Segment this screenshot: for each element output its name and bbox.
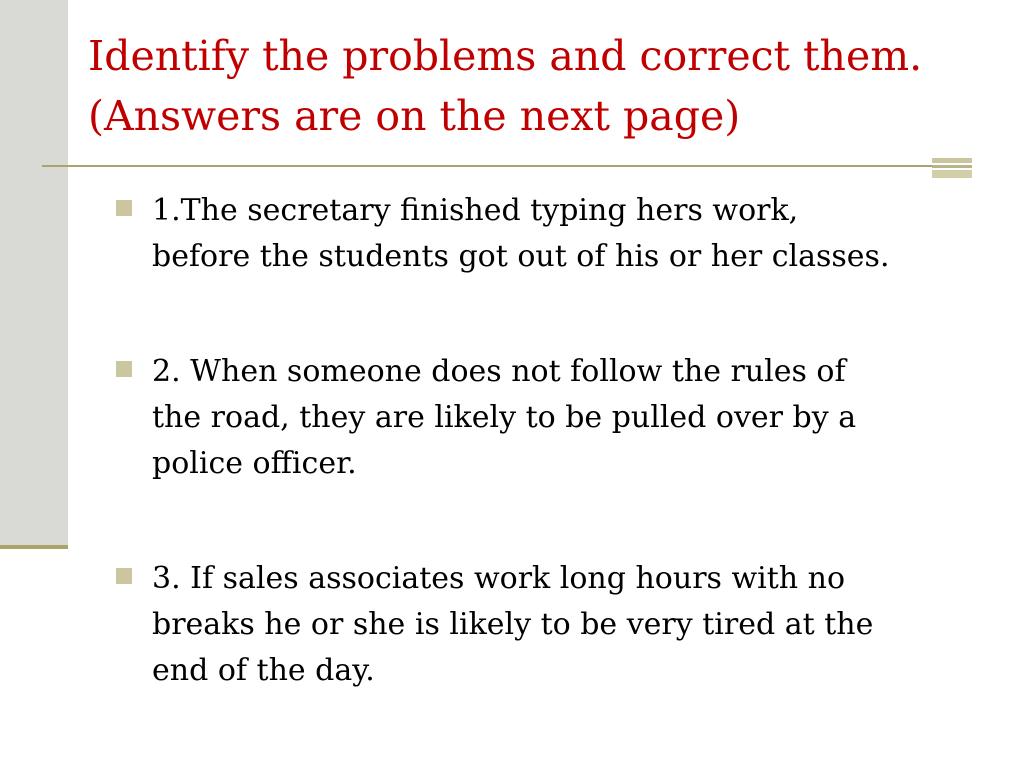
accent-bar <box>932 165 972 168</box>
side-divider <box>0 545 68 549</box>
bullet-text-line: 2. When someone does not follow the rules of <box>152 354 846 389</box>
bullet-item-1 <box>114 188 944 280</box>
bullet-text-line: police officer. <box>152 446 357 481</box>
side-panel <box>0 0 68 546</box>
bullet-text-line: before the students got out of his or her classes. <box>152 239 890 274</box>
title-divider <box>42 165 932 167</box>
square-bullet-icon <box>116 568 132 584</box>
accent-bar <box>932 170 972 178</box>
bullet-text-line: the road, they are likely to be pulled over by a <box>152 400 857 435</box>
slide-title-line-1: Identify the problems and correct them. <box>88 32 923 80</box>
square-bullet-icon <box>116 200 132 216</box>
square-bullet-icon <box>116 361 132 377</box>
bullet-list <box>114 188 944 694</box>
slide-title <box>88 26 1008 146</box>
bullet-text-line: 1.The secretary finished typing hers work, <box>152 193 799 228</box>
bullet-item-3 <box>114 556 944 694</box>
bullet-text-line: 3. If sales associates work long hours with no <box>152 561 846 596</box>
bullet-item-2 <box>114 349 944 487</box>
slide-title-line-2: (Answers are on the next page) <box>88 92 741 140</box>
accent-bar <box>932 158 972 163</box>
bullet-text-line: breaks he or she is likely to be very tired at the <box>152 607 874 642</box>
bullet-text-line: end of the day. <box>152 653 375 688</box>
